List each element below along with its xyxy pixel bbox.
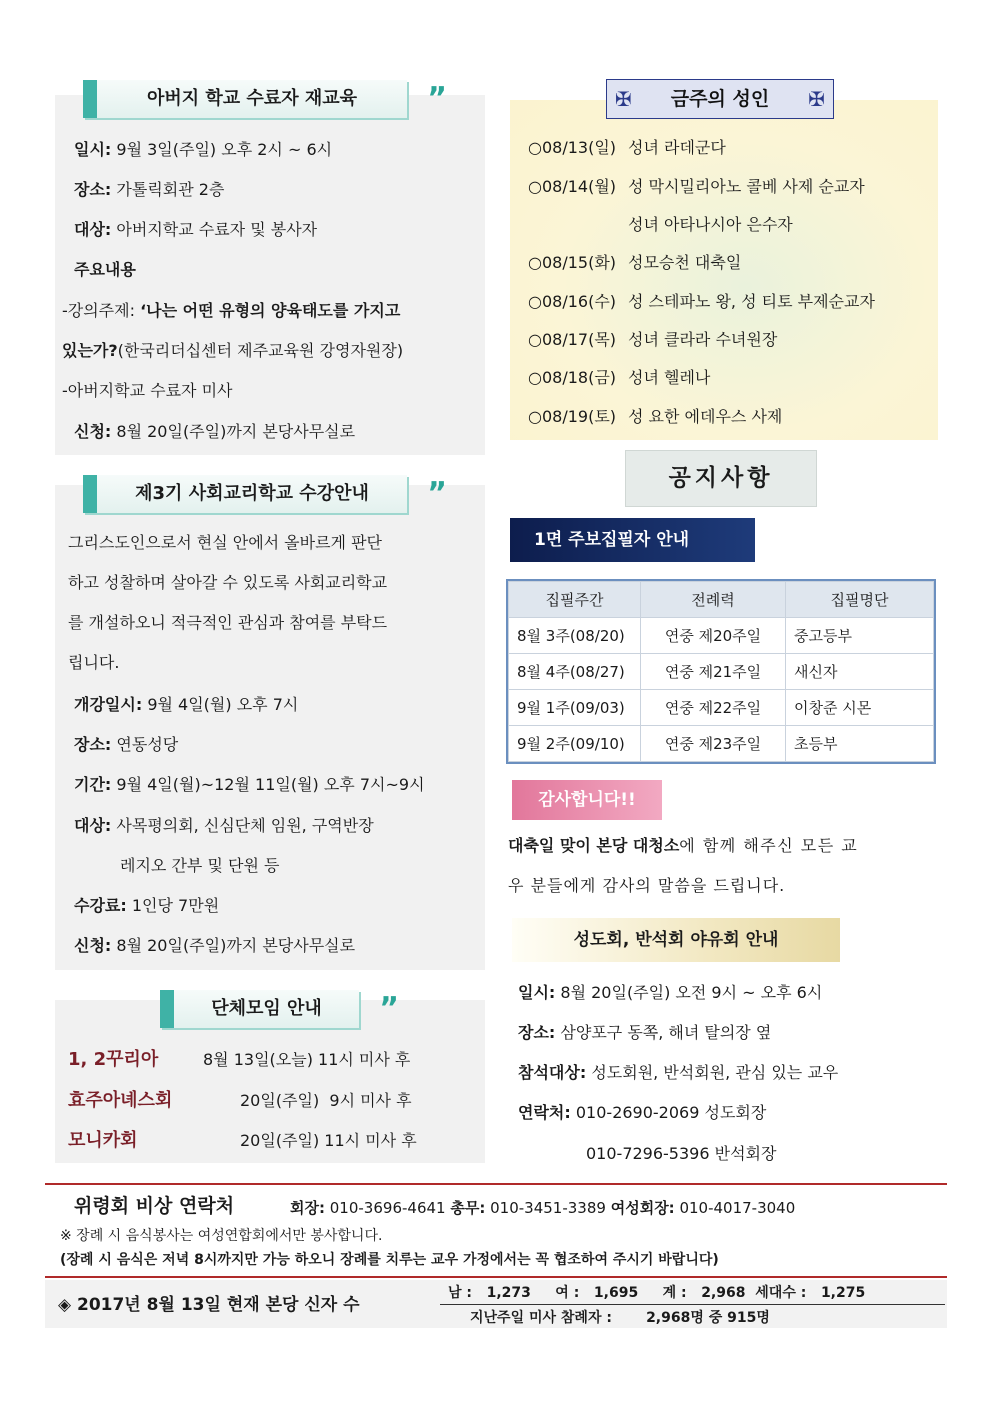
table-cell: 연중 제20주일 — [641, 618, 786, 654]
emergency-title: 위령회 비상 연락처 — [74, 1195, 235, 1217]
label: 수강료: — [74, 896, 127, 915]
label: 일시: — [518, 983, 556, 1002]
table-cell: 8월 4주(08/27) — [509, 654, 641, 690]
father-school-content-label: 주요내용 — [74, 260, 136, 279]
label: 여 : — [555, 1285, 580, 1301]
thanks-rest: 에 함께 해주신 모든 교 — [679, 836, 859, 855]
value: 2,968명 중 915명 — [646, 1310, 770, 1326]
label: 회장: — [290, 1199, 325, 1217]
father-school-mass: -아버지학교 수료자 미사 — [62, 381, 233, 400]
group-time: 20일(주일) 9시 미사 후 — [240, 1091, 412, 1110]
father-school-lecture — [62, 301, 400, 321]
saint-date: ○08/13(일) — [528, 138, 617, 157]
value: 사목평의회, 신심단체 임원, 구역반장 — [116, 816, 374, 835]
saint-date: ○08/19(토) — [528, 407, 617, 426]
value: 010-3451-3389 — [490, 1199, 606, 1217]
value: 1,695 — [593, 1285, 639, 1301]
writer-title: 1면 주보집필자 안내 — [510, 518, 755, 562]
picnic-target — [518, 1063, 838, 1083]
value: 1인당 7만원 — [131, 896, 220, 915]
value: 1,275 — [820, 1285, 866, 1301]
value: 9월 4일(월) 오후 7시 — [147, 695, 299, 714]
footer-note-2: (장례 시 음식은 저녁 8시까지만 가능 하오니 장례를 치루는 교우 가정에서는 꼭 협조하여 주시기 바랍니다) — [60, 1252, 719, 1268]
social-school-open — [74, 695, 298, 715]
label: 기간: — [74, 775, 112, 794]
father-school-apply — [74, 422, 355, 442]
value: 9월 3일(주일) 오후 2시 ~ 6시 — [116, 140, 333, 159]
saint-name: 성녀 라데군다 — [628, 138, 726, 157]
lecture-title: ‘나는 어떤 유형의 양육태도를 가지고 — [140, 301, 401, 320]
cross-icon: ✠ — [808, 87, 825, 111]
saint-name: 성녀 헬레나 — [628, 368, 711, 387]
footer-mid-rule — [45, 1276, 947, 1278]
thanks-text — [508, 836, 858, 856]
label: 지난주일 미사 참례자 : — [470, 1310, 612, 1326]
footer-note-1: ※ 장례 시 음식봉사는 여성연합회에서만 봉사합니다. — [60, 1228, 383, 1244]
label: 여성회장: — [610, 1199, 675, 1217]
saints-title — [606, 79, 834, 119]
date: 08/13(일) — [541, 138, 617, 157]
label: 대상: — [74, 816, 112, 835]
label: 개강일시: — [74, 695, 143, 714]
thanks-text-2: 우 분들에게 감사의 말씀을 드립니다. — [508, 876, 786, 895]
table-cell: 새신자 — [786, 654, 934, 690]
table-cell: 9월 1주(09/03) — [509, 690, 641, 726]
table-cell: 중고등부 — [786, 618, 934, 654]
table-header: 집필명단 — [786, 582, 934, 618]
father-school-place — [74, 180, 224, 200]
label: 장소: — [74, 180, 112, 199]
emergency-contacts — [290, 1198, 795, 1218]
label: 계 : — [662, 1285, 687, 1301]
label: 세대수 : — [755, 1285, 807, 1301]
table-cell: 연중 제22주일 — [641, 690, 786, 726]
group-row — [68, 1086, 172, 1112]
table-row — [509, 618, 934, 654]
group-name: 모니카회 — [68, 1130, 138, 1151]
father-school-target — [74, 220, 317, 240]
saint-date: ○08/18(금) — [528, 368, 617, 387]
label: 신청: — [74, 936, 112, 955]
picnic-title: 성도회, 반석회 야유회 안내 — [512, 918, 840, 962]
value: 010-3696-4641 — [329, 1199, 446, 1217]
social-school-title — [83, 475, 447, 513]
father-school-date — [74, 140, 332, 160]
value: 삼양포구 동쪽, 해녀 탈의장 옆 — [560, 1023, 772, 1042]
saint-name: 성녀 클라라 수녀원장 — [628, 330, 778, 349]
intro-line: 그리스도인으로서 현실 안에서 올바르게 판단 — [68, 533, 383, 552]
date: 08/18(금) — [541, 368, 617, 387]
saint-name: 성 요한 에데우스 사제 — [628, 407, 783, 426]
cross-icon: ✠ — [615, 87, 632, 111]
quote-mark-icon: ” — [427, 476, 447, 511]
group-name: 1, 2꾸리아 — [68, 1049, 159, 1070]
social-school-target — [74, 816, 374, 836]
value: 아버지학교 수료자 및 봉사자 — [116, 220, 318, 239]
value: 010-4017-3040 — [679, 1199, 796, 1217]
value: 8월 20일(주일)까지 본당사무실로 — [116, 936, 356, 955]
date: 08/15(화) — [541, 253, 617, 272]
notice-title: 공지사항 — [625, 450, 817, 507]
saint-date: ○08/15(화) — [528, 253, 617, 272]
value: 연동성당 — [116, 735, 179, 754]
date: 08/17(목) — [541, 330, 617, 349]
group-time: 20일(주일) 11시 미사 후 — [240, 1131, 417, 1150]
social-school-title-text: 제3기 사회교리학교 수강안내 — [135, 483, 369, 504]
value: 8월 20일(주일) 오전 9시 ~ 오후 6시 — [560, 983, 823, 1002]
label: 연락처: — [518, 1103, 571, 1122]
social-school-place — [74, 735, 178, 755]
social-school-period — [74, 775, 425, 795]
table-header: 전례력 — [641, 582, 786, 618]
social-school-fee — [74, 896, 219, 916]
label: 남 : — [448, 1285, 472, 1301]
saints-title-text: 금주의 성인 — [670, 88, 770, 110]
label: 장소: — [74, 735, 112, 754]
census-title: ◈ 2017년 8월 13일 현재 본당 신자 수 — [58, 1295, 360, 1315]
table-cell: 초등부 — [786, 726, 934, 762]
group-meeting-title-text: 단체모임 안내 — [211, 998, 322, 1019]
table-cell: 9월 2주(09/10) — [509, 726, 641, 762]
table-cell: 연중 제23주일 — [641, 726, 786, 762]
table-cell: 연중 제21주일 — [641, 654, 786, 690]
table-cell: 8월 3주(08/20) — [509, 618, 641, 654]
picnic-date — [518, 983, 822, 1003]
lecture-speaker: (한국리더십센터 제주교육원 강영자원장) — [117, 341, 404, 360]
table-row — [509, 654, 934, 690]
group-meeting-title — [160, 990, 399, 1028]
label: 대상: — [74, 220, 112, 239]
social-school-apply — [74, 936, 355, 956]
table-row — [509, 690, 934, 726]
lecture-prefix: -강의주제: — [62, 301, 141, 320]
value: 가톨릭회관 2층 — [116, 180, 225, 199]
intro-line: 립니다. — [68, 653, 120, 672]
lecture-title-2: 있는가? — [62, 341, 118, 360]
father-school-lecture-2 — [62, 341, 403, 361]
thanks-title: 감사합니다!! — [512, 780, 662, 820]
label: 장소: — [518, 1023, 556, 1042]
writer-table — [508, 581, 934, 762]
saint-date: ○08/17(목) — [528, 330, 617, 349]
social-school-target-2: 레지오 간부 및 단원 등 — [120, 856, 280, 875]
quote-mark-icon: ” — [427, 81, 447, 116]
attendance — [470, 1308, 770, 1328]
group-row — [68, 1126, 138, 1152]
group-time: 8월 13일(오늘) 11시 미사 후 — [203, 1050, 411, 1069]
picnic-contact — [518, 1103, 766, 1123]
social-school-intro — [68, 523, 470, 683]
value: 성도회원, 반석회원, 관심 있는 교우 — [591, 1063, 839, 1082]
intro-line: 를 개설하오니 적극적인 관심과 참여를 부탁드 — [68, 613, 388, 632]
date: 08/19(토) — [541, 407, 617, 426]
table-header-row — [509, 582, 934, 618]
date: 08/16(수) — [541, 292, 617, 311]
group-row — [68, 1045, 158, 1071]
table-row — [509, 726, 934, 762]
label: 총무: — [450, 1199, 486, 1217]
father-school-title — [83, 80, 447, 118]
saint-date: ○08/16(수) — [528, 292, 617, 311]
label: 참석대상: — [518, 1063, 587, 1082]
value: 2,968 — [701, 1285, 746, 1301]
census-counts — [448, 1283, 865, 1303]
picnic-contact-2: 010-7296-5396 반석회장 — [586, 1144, 777, 1163]
label: 신청: — [74, 422, 112, 441]
picnic-place — [518, 1023, 771, 1043]
value: 9월 4일(월)~12월 11일(월) 오후 7시~9시 — [116, 775, 425, 794]
saint-name: 성모승천 대축일 — [628, 253, 742, 272]
table-header: 집필주간 — [509, 582, 641, 618]
label: 일시: — [74, 140, 112, 159]
date: 08/14(월) — [541, 177, 617, 196]
value: 010-2690-2069 성도회장 — [575, 1103, 767, 1122]
census-divider — [440, 1304, 945, 1305]
quote-mark-icon: ” — [379, 991, 399, 1026]
value: 8월 20일(주일)까지 본당사무실로 — [116, 422, 356, 441]
saint-name: 성녀 아타나시아 은수자 — [628, 215, 793, 234]
table-cell: 이창준 시몬 — [786, 690, 934, 726]
saint-name: 성 스테파노 왕, 성 티토 부제순교자 — [628, 292, 875, 311]
group-name: 효주아녜스회 — [68, 1090, 173, 1111]
intro-line: 하고 성찰하며 살아갈 수 있도록 사회교리학교 — [68, 573, 388, 592]
father-school-title-text: 아버지 학교 수료자 재교육 — [146, 88, 358, 109]
saint-date: ○08/14(월) — [528, 177, 617, 196]
thanks-bold: 대축일 맞이 본당 대청소 — [508, 836, 680, 855]
saint-name: 성 막시밀리아노 콜베 사제 순교자 — [628, 177, 865, 196]
value: 1,273 — [486, 1285, 531, 1301]
footer-top-rule — [45, 1183, 947, 1185]
